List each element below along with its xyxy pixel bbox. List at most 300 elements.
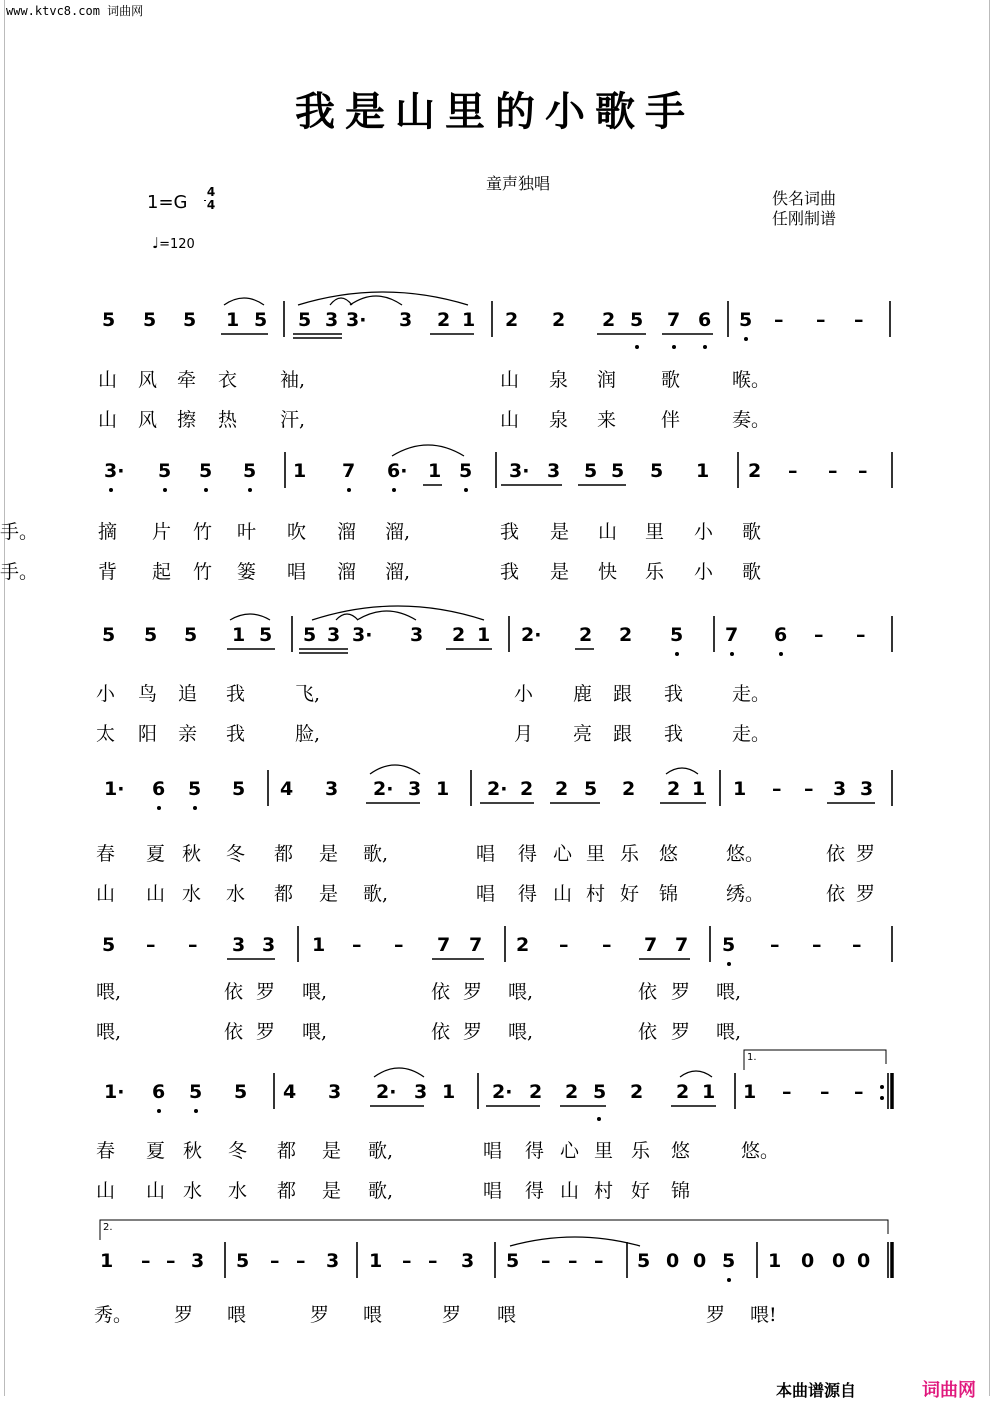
note: 5 [199,460,213,482]
lyric-verse2: 背 [98,561,118,583]
time-signature-bottom: 4 [206,198,216,212]
watermark: www.ktvc8.com 词曲网 [6,4,144,18]
lyric-verse2: 得 [525,1180,545,1202]
time-signature-top: 4 [206,185,216,199]
note: 2 [748,460,762,482]
note: 5 [259,624,273,646]
note: 2 [676,1081,690,1103]
note: 7 [644,934,658,956]
note: 3 [860,778,874,800]
footer-brand: 词曲网 [922,1380,976,1401]
note: 1 [692,778,706,800]
lyric-verse1: 我 [664,683,684,705]
lyric-verse1: 衣 [218,369,238,391]
lyric-verse1: 罗 [310,1304,330,1326]
note: 5 [611,460,625,482]
note: – [812,934,822,956]
lyric-verse2: 我 [500,561,520,583]
lyric-verse1: 依 [224,981,244,1003]
note: – [854,1081,864,1103]
lyric-verse1: 溜, [385,521,411,543]
lyric-verse1: 飞, [295,683,321,705]
volta-label: 1. [747,1052,757,1063]
note: 1 [369,1250,383,1272]
lyric-verse1: 小 [694,521,714,543]
note: 3· [509,460,530,482]
lyric-verse2: 绣。 [726,883,765,905]
note: 1 [100,1250,114,1272]
lyric-verse2: 山 [146,883,166,905]
note: 2 [552,309,566,331]
note: 2· [376,1081,397,1103]
note: – [856,624,866,646]
lyric-verse1: 喂, [508,981,534,1003]
note: 5 [102,934,116,956]
note: 2 [516,934,530,956]
note: – [568,1250,578,1272]
lyric-verse1: 春 [96,843,116,865]
note: 3 [399,309,413,331]
lyric-verse2: 喂, [96,1021,122,1043]
lyric-verse1: 喂 [227,1304,247,1326]
lyric-verse2: 山 [98,409,118,431]
note: 5 [303,624,317,646]
note: 5 [739,309,753,331]
note: 2 [579,624,593,646]
lyric-verse2: 来 [597,409,617,431]
lyric-verse2: 依 [224,1021,244,1043]
subtitle: 童声独唱 [486,174,551,193]
lyric-verse2: 快 [598,561,618,583]
lyric-verse1: 溜 [337,521,357,543]
note: 5 [184,624,198,646]
lyric-verse2: 锦 [659,883,679,905]
note: 1 [428,460,442,482]
lyric-verse2: 脸, [295,723,321,745]
note: 5 [593,1081,607,1103]
note: 5 [158,460,172,482]
note: 3 [833,778,847,800]
note: – [828,460,838,482]
lyric-verse2: 歌, [363,883,389,905]
note: 5 [254,309,268,331]
note: 1 [477,624,491,646]
note: – [541,1250,551,1272]
note: 6 [774,624,788,646]
note: 1 [768,1250,782,1272]
note: 7 [437,934,451,956]
note: 3 [325,778,339,800]
lyric-verse1: 是 [322,1140,342,1162]
note: 6· [387,460,408,482]
note: 3 [414,1081,428,1103]
lyric-verse1: 罗 [856,843,876,865]
note: 6 [152,778,166,800]
lyric-verse2: 都 [277,1180,297,1202]
lyric-verse2: 罗 [463,1021,483,1043]
lyric-verse2: 锦 [671,1180,691,1202]
tempo-value: =120 [159,237,195,252]
note: 5 [670,624,684,646]
note: 2 [565,1081,579,1103]
lyric-verse1: 喂, [96,981,122,1003]
note: 1 [436,778,450,800]
lyric-verse1: 悠。 [726,843,765,865]
note: 5 [234,1081,248,1103]
lyric-verse1: 走。 [732,683,771,705]
note: 5 [236,1250,250,1272]
lyric-verse2: 水 [182,883,202,905]
lyric-verse1: 罗 [706,1304,726,1326]
lyric-verse2: 山 [500,409,520,431]
note: 1 [442,1081,456,1103]
lyric-verse2: 依 [431,1021,451,1043]
tempo-marking [152,234,195,252]
lyric-verse2: 山 [560,1180,580,1202]
lyric-verse1: 是 [550,521,570,543]
note: 3 [325,309,339,331]
song-title: 我是山里的小歌手 [295,88,695,135]
note: 2 [602,309,616,331]
lyric-verse2: 热 [218,409,238,431]
lyric-verse2: 水 [228,1180,248,1202]
credit-composer: 佚名词曲 [772,189,837,208]
lyric-verse2: 擦 [177,409,197,431]
note: – [858,460,868,482]
note: 5 [722,934,736,956]
note: 4 [280,778,294,800]
lyric-verse2: 竹 [193,561,213,583]
lyric-verse2: 罗 [671,1021,691,1043]
lyric-verse2: 乐 [645,561,665,583]
lyric-verse2: 歌, [368,1180,394,1202]
volta-label: 2. [103,1222,113,1233]
note: 5 [630,309,644,331]
lyric-verse2: 是 [319,883,339,905]
credit-transcriber: 任刚制谱 [772,209,837,228]
note: 3 [326,1250,340,1272]
lyric-verse1: 秋 [182,843,202,865]
note: – [141,1250,151,1272]
note: 5 [298,309,312,331]
lyric-verse1: 里 [645,521,665,543]
note: 1 [743,1081,757,1103]
lyric-verse1: 罗 [671,981,691,1003]
note: 5 [188,778,202,800]
note: 7 [675,934,689,956]
key-signature: 1=G [147,192,188,213]
lyric-verse1: 袖, [280,369,306,391]
lyric-verse2: 山 [96,883,116,905]
note: 2 [505,309,519,331]
note: 5 [459,460,473,482]
lyric-verse2: 亲 [178,723,198,745]
lyric-verse1: 依 [826,843,846,865]
lyric-verse1: 得 [525,1140,545,1162]
lyric-verse1: 里 [594,1140,614,1162]
lyric-verse1: 鸟 [138,683,158,705]
note: 3 [461,1250,475,1272]
note: 5 [102,624,116,646]
lyric-verse2: 得 [518,883,538,905]
lyric-verse2: 跟 [613,723,633,745]
lyric-verse2: 汗, [280,409,306,431]
lyric-verse1: 心 [553,843,573,865]
lyric-verse1: 得 [518,843,538,865]
note: 3 [232,934,246,956]
note: – [428,1250,438,1272]
lyric-verse2: 溜 [337,561,357,583]
lyric-verse1: 春 [96,1140,116,1162]
lyric-verse1: 秋 [183,1140,203,1162]
note: 2 [622,778,636,800]
note: – [146,934,156,956]
note: 2 [667,778,681,800]
lyric-verse1: 歌 [742,521,762,543]
lyric-verse1: 叶 [237,521,257,543]
note: – [188,934,198,956]
lyric-verse1: 我 [500,521,520,543]
note: 1· [104,778,125,800]
note: 5 [506,1250,520,1272]
lyric-verse1: 秀。 [94,1304,133,1326]
lyric-verse2: 手。 [0,561,39,583]
lyric-verse1: 罗 [442,1304,462,1326]
lyric-verse1: 风 [138,369,158,391]
note: 3 [410,624,424,646]
lyric-verse1: 喂 [363,1304,383,1326]
lyric-verse2: 月 [514,723,534,745]
note: – [772,778,782,800]
note: 1 [226,309,240,331]
lyric-verse2: 是 [322,1180,342,1202]
footer-source: 本曲谱源自 [776,1381,857,1400]
note: 5 [144,624,158,646]
lyric-verse1: 是 [319,843,339,865]
note: 2· [487,778,508,800]
lyric-verse1: 歌, [363,843,389,865]
lyric-verse2: 溜, [385,561,411,583]
note: 2 [619,624,633,646]
note: 2 [555,778,569,800]
lyric-verse1: 手。 [0,521,39,543]
quarter-note-icon: ♩ [152,234,160,252]
note: – [852,934,862,956]
lyric-verse1: 依 [638,981,658,1003]
time-signature [204,186,218,212]
lyric-verse2: 是 [550,561,570,583]
note: 7 [667,309,681,331]
lyric-verse2: 我 [664,723,684,745]
note: 3 [327,624,341,646]
note: 3 [547,460,561,482]
note: – [820,1081,830,1103]
lyric-verse2: 泉 [549,409,569,431]
note: – [270,1250,280,1272]
lyric-verse1: 罗 [256,981,276,1003]
lyric-verse2: 走。 [732,723,771,745]
lyric-verse1: 摘 [98,521,118,543]
note: 7 [725,624,739,646]
note: 5 [650,460,664,482]
lyric-verse1: 悠 [671,1140,691,1162]
note: 3· [352,624,373,646]
lyric-verse2: 都 [274,883,294,905]
lyric-verse1: 冬 [228,1140,248,1162]
lyric-verse2: 起 [152,561,172,583]
note: 3 [191,1250,205,1272]
lyric-verse2: 罗 [256,1021,276,1043]
note: – [559,934,569,956]
lyric-verse1: 罗 [463,981,483,1003]
note: – [774,309,784,331]
note: 1 [702,1081,716,1103]
note: 2 [529,1081,543,1103]
lyric-verse1: 罗 [174,1304,194,1326]
lyric-verse1: 喂, [716,981,742,1003]
note: 5 [722,1250,736,1272]
note: 5 [243,460,257,482]
note: – [394,934,404,956]
note: 1 [733,778,747,800]
lyric-verse1: 乐 [620,843,640,865]
note: 6 [152,1081,166,1103]
note: – [788,460,798,482]
note: 2· [373,778,394,800]
lyric-verse1: 牵 [177,369,197,391]
lyric-verse2: 奏。 [732,409,771,431]
lyric-verse1: 都 [274,843,294,865]
lyric-verse2: 唱 [476,883,496,905]
lyric-verse2: 喂, [508,1021,534,1043]
note: 2 [520,778,534,800]
lyric-verse2: 村 [586,883,606,905]
note: 5 [637,1250,651,1272]
lyric-verse2: 我 [226,723,246,745]
lyric-verse1: 冬 [226,843,246,865]
lyric-verse2: 依 [826,883,846,905]
lyric-verse2: 喂, [302,1021,328,1043]
lyric-verse1: 夏 [146,1140,166,1162]
lyric-verse2: 山 [553,883,573,905]
lyric-verse1: 山 [500,369,520,391]
lyric-verse1: 唱 [476,843,496,865]
lyric-verse1: 歌 [661,369,681,391]
lyric-verse1: 心 [560,1140,580,1162]
note: 0 [801,1250,815,1272]
note: 7 [469,934,483,956]
lyric-verse2: 唱 [287,561,307,583]
lyric-verse2: 伴 [661,409,681,431]
lyric-verse2: 山 [146,1180,166,1202]
note: 5 [232,778,246,800]
note: 1 [462,309,476,331]
note: – [296,1250,306,1272]
lyric-verse2: 喂, [716,1021,742,1043]
note: 0 [693,1250,707,1272]
lyric-verse2: 唱 [483,1180,503,1202]
lyric-verse1: 唱 [483,1140,503,1162]
lyric-verse1: 润 [597,369,617,391]
lyric-verse2: 太 [96,723,116,745]
lyric-verse1: 喉。 [732,369,771,391]
lyric-verse2: 篓 [237,561,257,583]
lyric-verse2: 好 [631,1180,651,1202]
note: 6 [698,309,712,331]
lyric-verse1: 歌, [368,1140,394,1162]
lyric-verse2: 罗 [856,883,876,905]
note: 3· [104,460,125,482]
lyric-verse2: 阳 [138,723,158,745]
lyric-verse1: 我 [226,683,246,705]
note: 2 [437,309,451,331]
lyric-verse1: 喂, [302,981,328,1003]
lyric-verse1: 喂! [750,1304,777,1326]
note: 2 [452,624,466,646]
note: 3 [262,934,276,956]
note: 0 [832,1250,846,1272]
lyric-verse2: 水 [226,883,246,905]
lyric-verse2: 风 [138,409,158,431]
note: – [352,934,362,956]
note: 2· [492,1081,513,1103]
lyric-verse1: 小 [514,683,534,705]
note: 5 [143,309,157,331]
lyric-verse1: 竹 [193,521,213,543]
note: 1 [293,460,307,482]
lyric-verse2: 村 [594,1180,614,1202]
lyric-verse1: 喂 [497,1304,517,1326]
lyric-verse1: 依 [431,981,451,1003]
lyric-verse1: 悠。 [741,1140,780,1162]
note: 5 [102,309,116,331]
note: – [854,309,864,331]
note: 5 [584,778,598,800]
lyric-verse2: 水 [183,1180,203,1202]
note: – [602,934,612,956]
note: 4 [283,1081,297,1103]
note: 5 [584,460,598,482]
note: 5 [183,309,197,331]
note: – [594,1250,604,1272]
lyric-verse1: 乐 [631,1140,651,1162]
lyric-verse1: 追 [178,683,198,705]
lyric-verse1: 片 [152,521,172,543]
note: 0 [666,1250,680,1272]
lyric-verse1: 悠 [659,843,679,865]
note: 5 [189,1081,203,1103]
note: 3· [346,309,367,331]
note: – [770,934,780,956]
time-signature-divider [204,200,206,201]
lyric-verse1: 鹿 [573,683,593,705]
note: 1· [104,1081,125,1103]
note: – [804,778,814,800]
note: 1 [696,460,710,482]
note: – [814,624,824,646]
note: – [166,1250,176,1272]
lyric-verse1: 都 [277,1140,297,1162]
lyric-verse2: 歌 [742,561,762,583]
lyric-verse2: 亮 [573,723,593,745]
note: – [402,1250,412,1272]
lyric-verse2: 山 [96,1180,116,1202]
note: 3 [328,1081,342,1103]
note: 1 [312,934,326,956]
note: 0 [857,1250,871,1272]
lyric-verse1: 夏 [146,843,166,865]
note: 2· [521,624,542,646]
